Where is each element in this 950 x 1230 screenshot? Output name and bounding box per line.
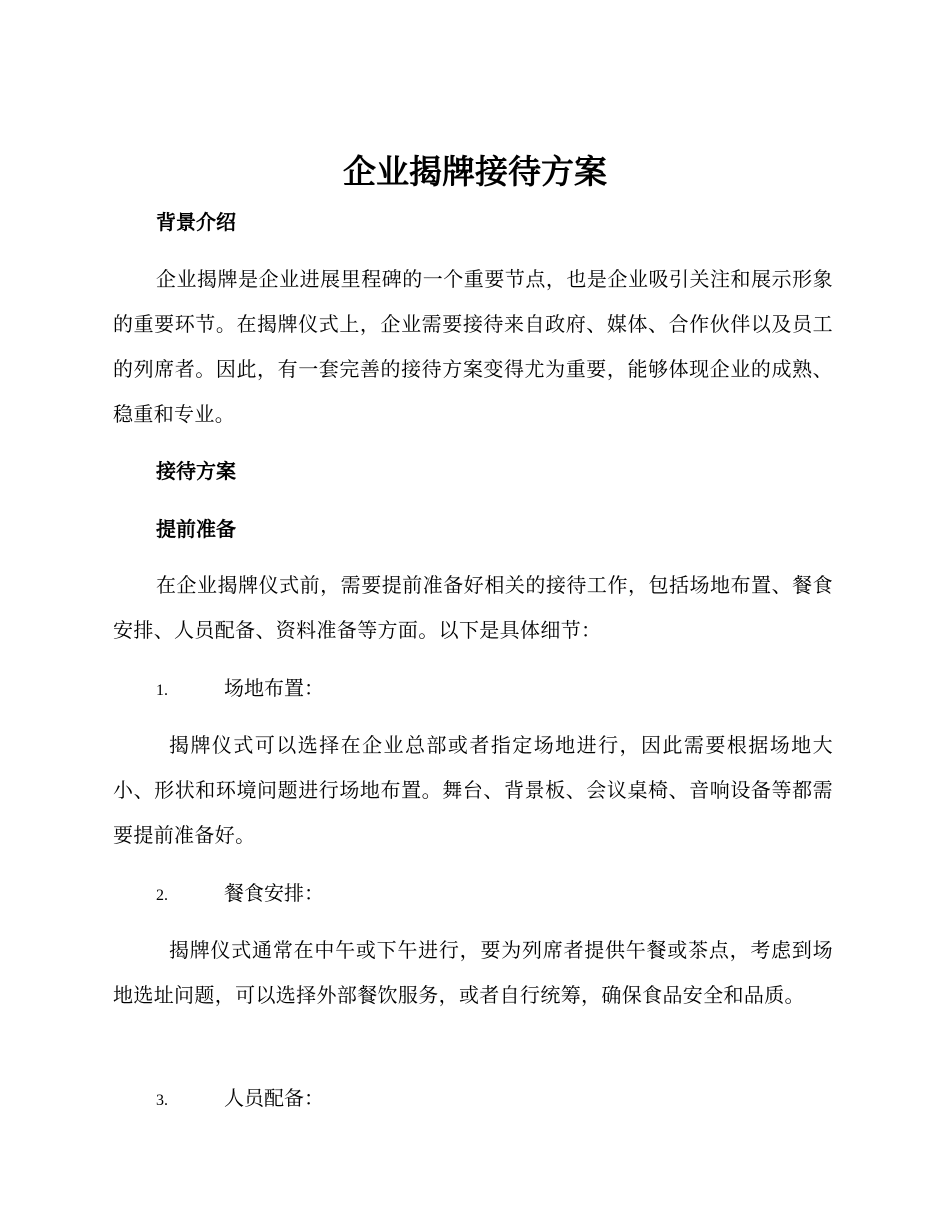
venue-paragraph: 揭牌仪式可以选择在企业总部或者指定场地进行，因此需要根据场地大小、形状和环境问题进行场地布置。舞台、背景板、会议桌椅、音响设备等都需要提前准备好。	[113, 733, 833, 847]
document-title: 企业揭牌接待方案	[343, 152, 607, 191]
catering-paragraph: 揭牌仪式通常在中午或下午进行，要为列席者提供午餐或茶点，考虑到场地选址问题，可以选择外部餐饮服务，或者自行统筹，确保食品安全和品质。	[113, 938, 833, 1007]
list-item-label: 人员配备：	[224, 1086, 324, 1110]
background-paragraph: 企业揭牌是企业进展里程碑的一个重要节点，也是企业吸引关注和展示形象的重要环节。在揭牌仪式上，企业需要接待来自政府、媒体、合作伙伴以及员工的列席者。因此，有一套完善的接待方案变得尤为重要，能够体现企业的成熟、稳重和专业。	[113, 267, 833, 426]
list-item-label: 场地布置：	[224, 676, 324, 700]
section-heading-background: 背景介绍	[156, 210, 236, 234]
list-item-venue	[156, 674, 324, 705]
section-heading-preparation: 提前准备	[156, 517, 236, 541]
list-item-catering	[156, 879, 324, 910]
list-item-number: 1.	[156, 682, 168, 699]
section-heading-plan: 接待方案	[156, 459, 236, 483]
list-item-number: 2.	[156, 887, 168, 904]
list-item-staffing	[156, 1084, 324, 1115]
list-item-label: 餐食安排：	[224, 881, 324, 905]
preparation-paragraph: 在企业揭牌仪式前，需要提前准备好相关的接待工作，包括场地布置、餐食安排、人员配备、资料准备等方面。以下是具体细节：	[113, 573, 833, 642]
list-item-number: 3.	[156, 1092, 168, 1109]
